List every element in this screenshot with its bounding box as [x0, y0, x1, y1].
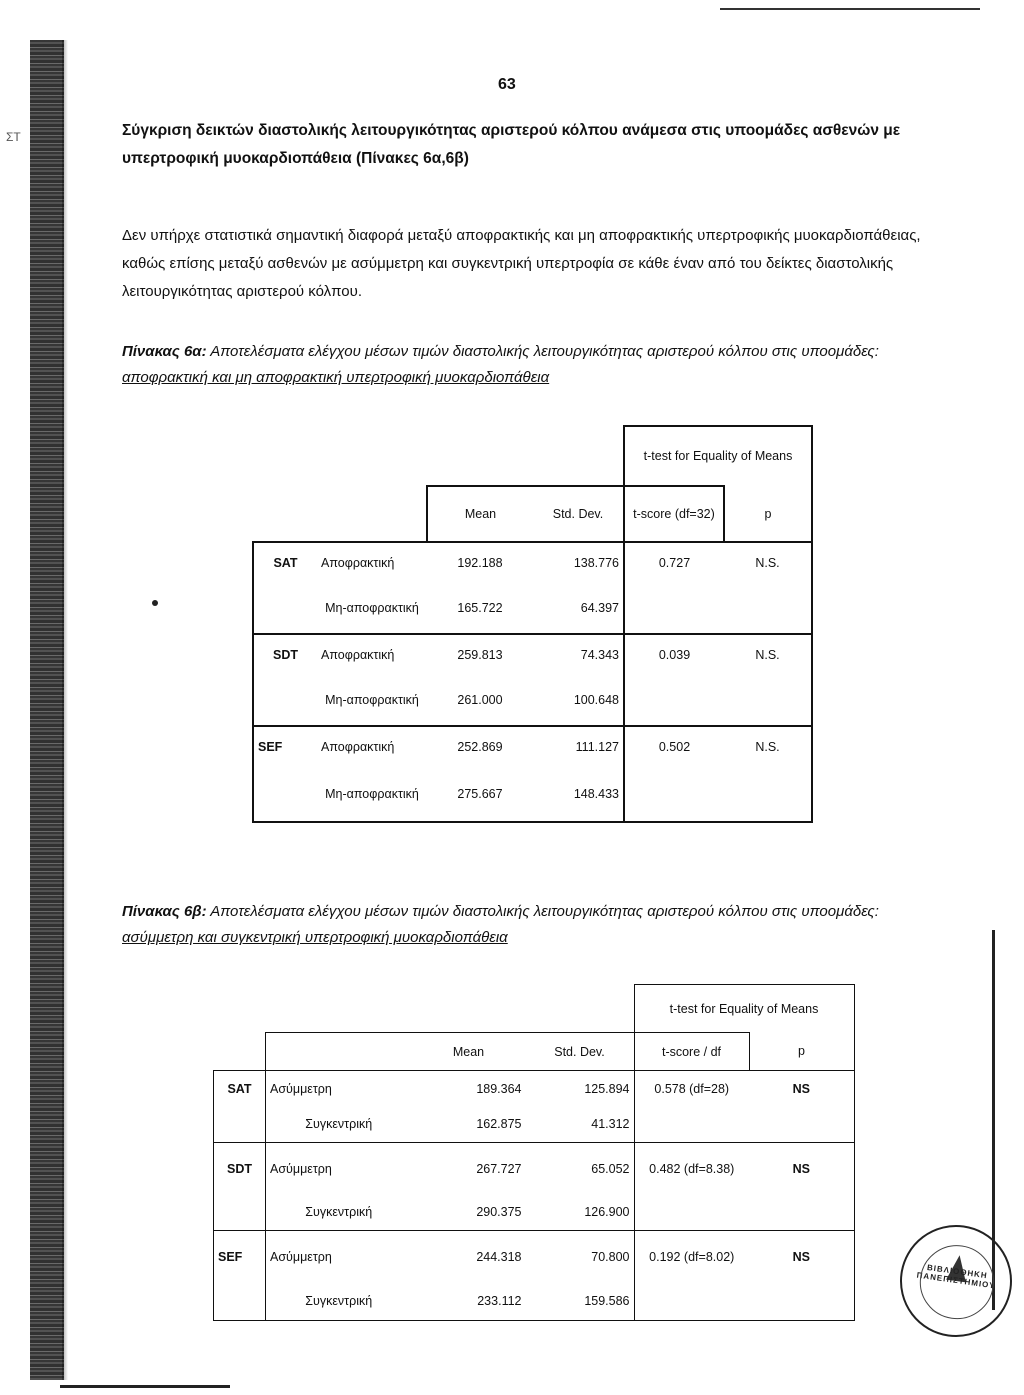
table-b-row-index: SDT — [214, 1143, 266, 1195]
table-b-row-mean: 189.364 — [412, 1071, 526, 1107]
table-a-row-sd: 100.648 — [533, 674, 624, 726]
table-b-row-group: Συγκεντρική — [266, 1195, 412, 1231]
table-a-row-mean: 165.722 — [457, 600, 503, 615]
table-a-col-sd: Std. Dev. — [533, 486, 624, 542]
table-a-row-group: Αποφρακτική — [317, 726, 427, 766]
scan-edge-shadow — [30, 40, 64, 1380]
table-b-row-t: 0.578 (df=28) — [634, 1071, 749, 1107]
table-b-row-index — [214, 1195, 266, 1231]
table-a-row-index — [253, 582, 317, 634]
library-stamp — [893, 1218, 1019, 1344]
table-a-row-p — [724, 582, 812, 634]
table-a — [252, 425, 813, 823]
table-b-row-index — [214, 1107, 266, 1143]
table-a-caption — [122, 339, 952, 391]
table-b — [213, 984, 855, 1321]
table-a-row-group: Αποφρακτική — [317, 542, 427, 582]
table-a-row-group: Μη-αποφρακτική — [325, 692, 419, 707]
table-a-col-mean: Mean — [427, 486, 533, 542]
table-b-col-sd: Std. Dev. — [526, 1033, 635, 1071]
table-b-row-sd: 41.312 — [526, 1107, 635, 1143]
table-b-col-mean: Mean — [412, 1033, 526, 1071]
table-a-row-index: SAT — [253, 542, 317, 582]
table-a-row-t: 0.727 — [624, 542, 724, 582]
table-b-caption — [122, 899, 952, 951]
table-a-row-t: 0.039 — [624, 634, 724, 674]
lamp-icon — [946, 1254, 969, 1283]
table-a-row-mean: 192.188 — [427, 542, 533, 582]
table-a-row-t — [624, 674, 724, 726]
table-b-row-p — [749, 1283, 854, 1321]
table-a-row-group: Μη-αποφρακτική — [325, 600, 419, 615]
table-b-row-sd: 125.894 — [526, 1071, 635, 1107]
table-a-row-t: 0.502 — [624, 726, 724, 766]
table-b-row-t — [634, 1195, 749, 1231]
table-b-row-t — [634, 1283, 749, 1321]
table-b-row-p: NS — [749, 1071, 854, 1107]
table-a-row-p: N.S. — [724, 634, 812, 674]
table-b-row-group: Συγκεντρική — [266, 1283, 412, 1321]
table-b-caption-text: Αποτελέσματα ελέγχου μέσων τιμών διαστολικής λειτουργικότητας αριστερού κόλπου στις υποομάδες: — [206, 903, 879, 920]
table-a-row-sd: 64.397 — [533, 582, 624, 634]
table-a-row-index — [253, 766, 317, 822]
table-a-row-index: SEF — [253, 726, 317, 766]
table-a-row-t — [624, 766, 724, 822]
stamp-text: ΒΙΒΛΙΟΘΗΚΗ ΠΑΝΕΠΙΣΤΗΜΙΟΥ — [916, 1262, 996, 1291]
table-a-row-p — [724, 674, 812, 726]
table-b-row-p — [749, 1107, 854, 1143]
table-a-row-mean: 259.813 — [427, 634, 533, 674]
table-b-row-group: Ασύμμετρη — [266, 1231, 412, 1283]
table-a-row-index — [253, 674, 317, 726]
table-b-col-t: t-score / df — [634, 1033, 749, 1071]
table-a-row-p: N.S. — [724, 542, 812, 582]
table-b-row-sd: 70.800 — [526, 1231, 635, 1283]
table-a-row-sd: 138.776 — [533, 542, 624, 582]
table-a-col-t: t-score (df=32) — [624, 486, 724, 542]
table-a-caption-text: Αποτελέσματα ελέγχου μέσων τιμών διαστολικής λειτουργικότητας αριστερού κόλπου στις υποομάδες: — [206, 343, 879, 360]
table-a-row-sd: 111.127 — [533, 726, 624, 766]
table-b-row-mean: 290.375 — [476, 1205, 522, 1220]
table-a-row-p: N.S. — [724, 726, 812, 766]
table-a-caption-underlined: αποφρακτική και μη αποφρακτική υπερτροφική μυοκαρδιοπάθεια — [122, 369, 550, 386]
table-a-row-group: Μη-αποφρακτική — [317, 766, 427, 822]
table-b-row-mean: 162.875 — [476, 1117, 522, 1132]
bottom-scan-line — [60, 1385, 230, 1388]
table-b-col-p: p — [749, 1033, 854, 1071]
table-a-col-p: p — [724, 486, 812, 542]
scan-edge-gradient — [62, 40, 68, 1380]
page-number: 63 — [498, 76, 516, 93]
table-b-row-index: SEF — [214, 1231, 266, 1283]
table-b-caption-label: Πίνακας 6β: — [122, 903, 207, 920]
top-scan-line — [720, 8, 980, 10]
table-b-row-t: 0.482 (df=8.38) — [634, 1143, 749, 1195]
table-b-row-index: SAT — [214, 1071, 266, 1107]
table-b-row-p — [749, 1195, 854, 1231]
table-a-row-sd: 74.343 — [533, 634, 624, 674]
table-b-row-mean: 267.727 — [412, 1143, 526, 1195]
table-b-row-t — [634, 1107, 749, 1143]
body-paragraph: Δεν υπήρχε στατιστικά σημαντική διαφορά μεταξύ αποφρακτικής και μη αποφρακτικής υπερτροφικής μυοκαρδιοπάθειας, καθώς επίσης μεταξύ ασθενών με ασύμμετρη και συγκεντρική υπερτροφία σε κάθε έναν από του δείκτες διαστολικής λειτουργικότητας αριστερού κόλπου. — [122, 227, 921, 300]
table-a-caption-label: Πίνακας 6α: — [122, 343, 207, 360]
table-a-row-sd: 148.433 — [533, 766, 624, 822]
table-b-row-p: NS — [749, 1231, 854, 1283]
table-b-row-sd: 65.052 — [526, 1143, 635, 1195]
table-b-row-index — [214, 1283, 266, 1321]
table-b-caption-underlined: ασύμμετρη και συγκεντρική υπερτροφική μυοκαρδιοπάθεια — [122, 929, 508, 946]
table-b-row-sd: 126.900 — [526, 1195, 635, 1231]
section-heading: Σύγκριση δεικτών διαστολικής λειτουργικότητας αριστερού κόλπου ανάμεσα στις υποομάδες ασθενών με υπερτροφική μυοκαρδιοπάθεια (Πίνακες 6α,6β) — [122, 122, 901, 167]
table-a-row-group: Αποφρακτική — [317, 634, 427, 674]
table-b-row-sd: 159.586 — [526, 1283, 635, 1321]
table-a-row-mean: 275.667 — [427, 766, 533, 822]
table-b-row-group: Ασύμμετρη — [266, 1143, 412, 1195]
table-b-group-header: t-test for Equality of Means — [634, 985, 854, 1033]
scan-dot — [152, 600, 158, 606]
table-a-row-mean: 252.869 — [427, 726, 533, 766]
table-a-row-index: SDT — [253, 634, 317, 674]
table-b-row-mean: 244.318 — [412, 1231, 526, 1283]
table-a-row-p — [724, 766, 812, 822]
table-a-group-header: t-test for Equality of Means — [624, 426, 812, 486]
table-b-row-group: Ασύμμετρη — [266, 1071, 412, 1107]
table-b-row-mean: 233.112 — [412, 1283, 526, 1321]
margin-mark: ΣΤ — [6, 130, 21, 144]
table-a-row-mean: 261.000 — [457, 692, 503, 707]
table-a-row-t — [624, 582, 724, 634]
table-b-row-group: Συγκεντρική — [266, 1107, 412, 1143]
table-b-row-p: NS — [749, 1143, 854, 1195]
table-b-row-t: 0.192 (df=8.02) — [634, 1231, 749, 1283]
